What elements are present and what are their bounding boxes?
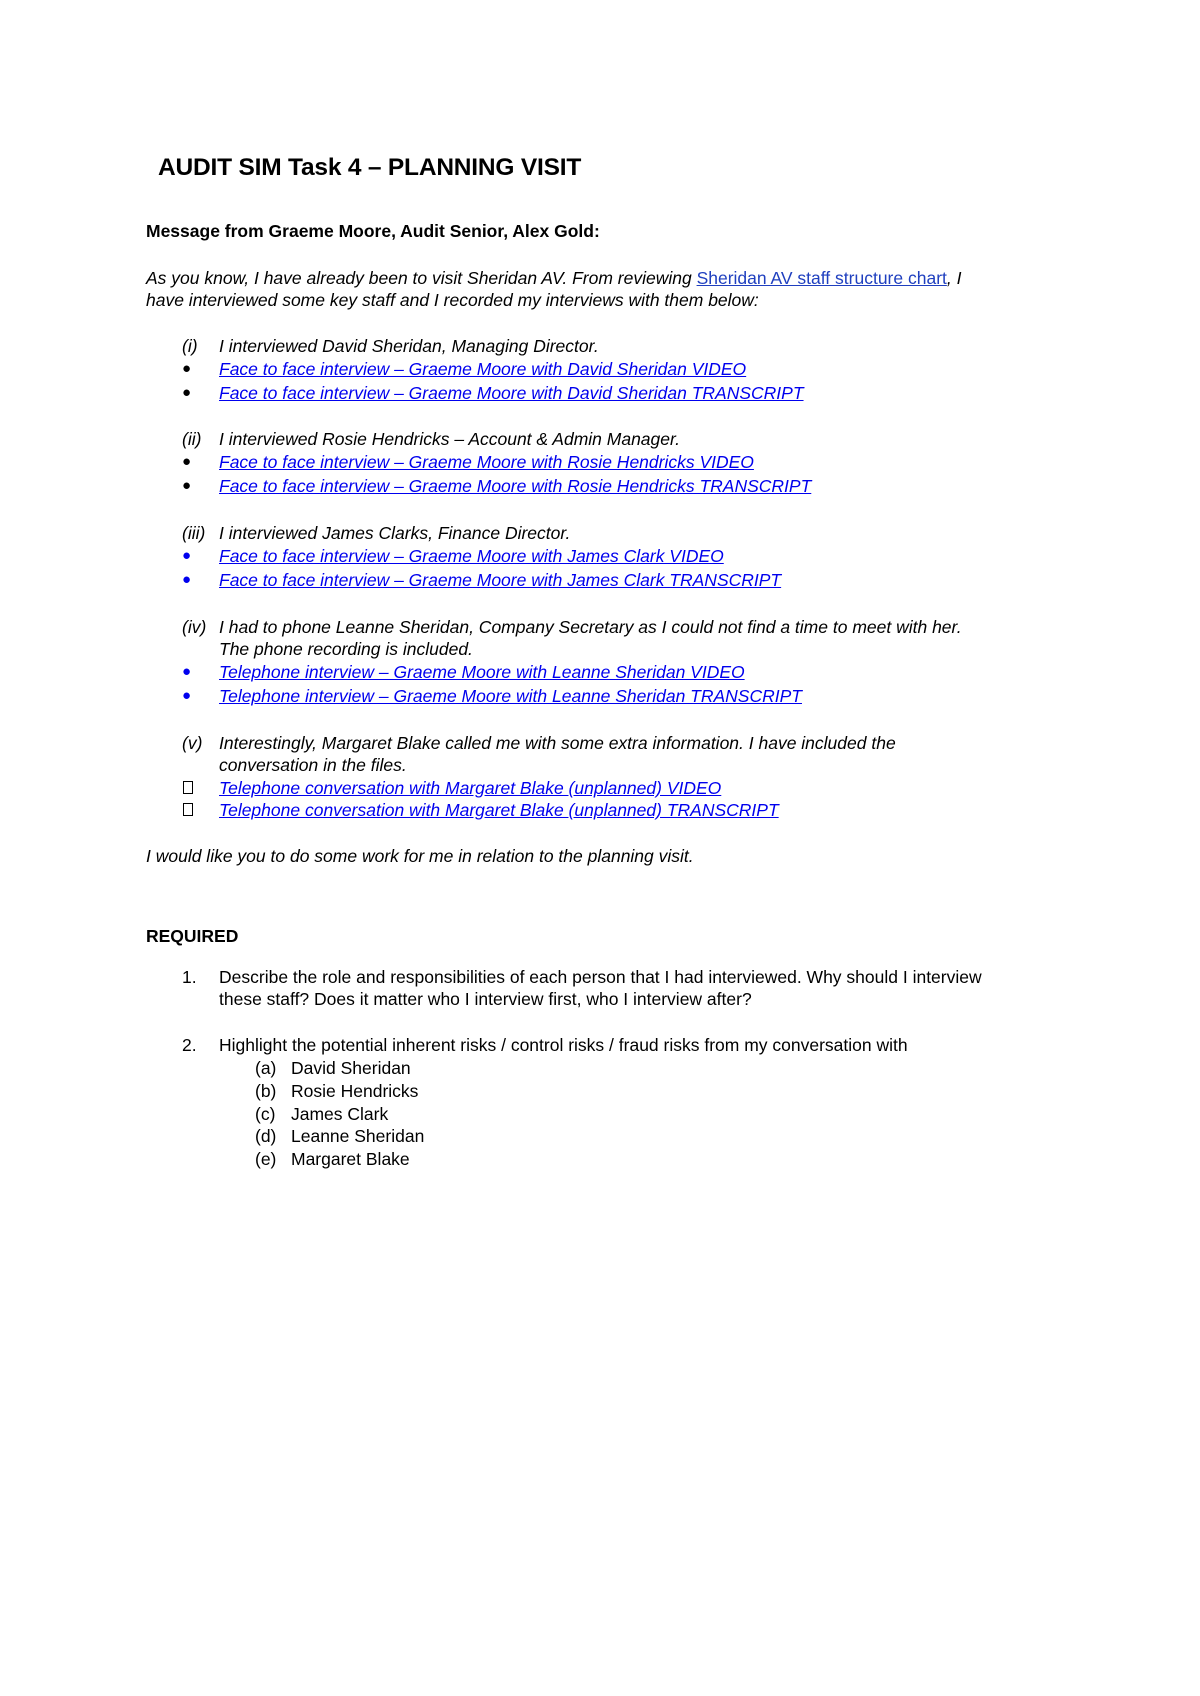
checkbox-icon xyxy=(183,803,193,816)
bullet-icon: ● xyxy=(182,384,192,401)
david-sheridan-transcript-link[interactable]: Face to face interview – Graeme Moore with David Sheridan TRANSCRIPT xyxy=(219,383,804,403)
staff-structure-chart-link[interactable]: Sheridan AV staff structure chart xyxy=(696,268,947,288)
required-number: 1. xyxy=(182,967,197,987)
required-text-line-2: these staff? Does it matter who I interview first, who I interview after? xyxy=(219,989,752,1009)
james-clark-transcript-link[interactable]: Face to face interview – Graeme Moore with James Clark TRANSCRIPT xyxy=(219,570,782,590)
intro-line-1 xyxy=(146,267,961,289)
subitem-label: (a) xyxy=(255,1058,277,1078)
required-heading: REQUIRED xyxy=(146,926,239,946)
intro-text: As you know, I have already been to visit Sheridan AV. From reviewing xyxy=(146,268,697,288)
bullet-icon: ● xyxy=(182,547,192,564)
bullet-icon: ● xyxy=(182,663,192,680)
section-text-line-1: Interestingly, Margaret Blake called me with some extra information. I have included the xyxy=(219,733,896,753)
subitem-label: (e) xyxy=(255,1149,277,1169)
bullet-icon: ● xyxy=(182,687,192,704)
message-heading: Message from Graeme Moore, Audit Senior, Alex Gold: xyxy=(146,221,600,241)
section-text-line-1: I had to phone Leanne Sheridan, Company Secretary as I could not find a time to meet with her. xyxy=(219,617,962,637)
leanne-sheridan-video-link[interactable]: Telephone interview – Graeme Moore with Leanne Sheridan VIDEO xyxy=(219,662,745,682)
subitem-text: Margaret Blake xyxy=(291,1149,410,1169)
subitem-text: David Sheridan xyxy=(291,1058,411,1078)
required-text-line-1: Describe the role and responsibilities of each person that I had interviewed. Why should I interview xyxy=(219,967,982,987)
intro-text-after: , I xyxy=(946,268,962,288)
required-number: 2. xyxy=(182,1035,197,1055)
rosie-hendricks-transcript-link[interactable]: Face to face interview – Graeme Moore with Rosie Hendricks TRANSCRIPT xyxy=(219,476,812,496)
section-numeral: (v) xyxy=(182,733,203,753)
bullet-icon: ● xyxy=(182,477,192,494)
bullet-icon: ● xyxy=(182,571,192,588)
leanne-sheridan-transcript-link[interactable]: Telephone interview – Graeme Moore with Leanne Sheridan TRANSCRIPT xyxy=(219,686,802,706)
section-numeral: (ii) xyxy=(182,429,202,449)
intro-line-2: have interviewed some key staff and I recorded my interviews with them below: xyxy=(146,290,759,310)
section-numeral: (i) xyxy=(182,336,198,356)
subitem-label: (b) xyxy=(255,1081,277,1101)
david-sheridan-video-link[interactable]: Face to face interview – Graeme Moore with David Sheridan VIDEO xyxy=(219,359,747,379)
bullet-icon: ● xyxy=(182,453,192,470)
james-clark-video-link[interactable]: Face to face interview – Graeme Moore with James Clark VIDEO xyxy=(219,546,724,566)
rosie-hendricks-video-link[interactable]: Face to face interview – Graeme Moore with Rosie Hendricks VIDEO xyxy=(219,452,754,472)
margaret-blake-video-link[interactable]: Telephone conversation with Margaret Blake (unplanned) VIDEO xyxy=(219,778,722,798)
section-numeral: (iv) xyxy=(182,617,207,637)
section-text: I interviewed David Sheridan, Managing Director. xyxy=(219,336,599,356)
section-numeral: (iii) xyxy=(182,523,206,543)
section-text-line-2: conversation in the files. xyxy=(219,755,407,775)
bullet-icon: ● xyxy=(182,360,192,377)
margaret-blake-transcript-link[interactable]: Telephone conversation with Margaret Blake (unplanned) TRANSCRIPT xyxy=(219,800,779,820)
section-text: I interviewed Rosie Hendricks – Account & Admin Manager. xyxy=(219,429,681,449)
subitem-text: James Clark xyxy=(291,1104,389,1124)
required-text-line-1: Highlight the potential inherent risks / control risks / fraud risks from my conversation with xyxy=(219,1035,908,1055)
subitem-label: (d) xyxy=(255,1126,277,1146)
section-text-line-2: The phone recording is included. xyxy=(219,639,473,659)
page-title: AUDIT SIM Task 4 – PLANNING VISIT xyxy=(158,154,582,181)
subitem-text: Rosie Hendricks xyxy=(291,1081,419,1101)
checkbox-icon xyxy=(183,781,193,794)
subitem-label: (c) xyxy=(255,1104,276,1124)
subitem-text: Leanne Sheridan xyxy=(291,1126,425,1146)
closing-text: I would like you to do some work for me in relation to the planning visit. xyxy=(146,846,694,866)
section-text: I interviewed James Clarks, Finance Director. xyxy=(219,523,571,543)
